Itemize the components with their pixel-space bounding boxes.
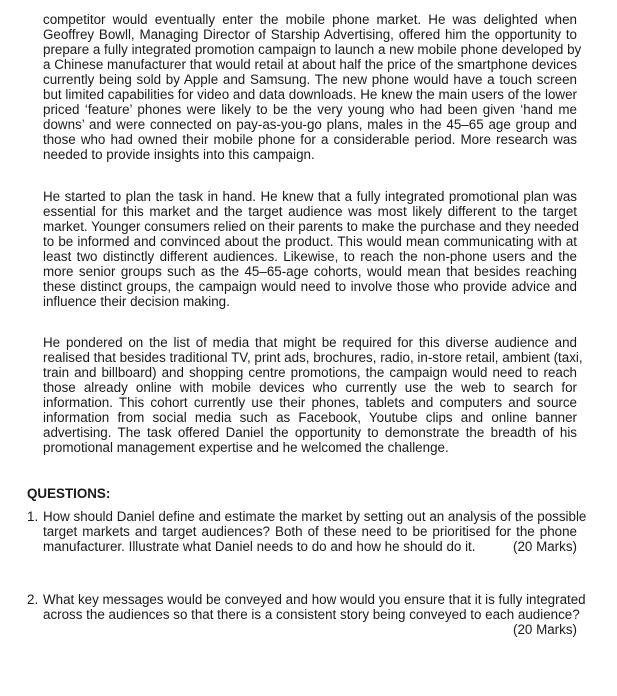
text-line: advertising. The task offered Daniel the opportunity to demonstrate the breadth of his [43, 425, 577, 440]
question-text: manufacturer. Illustrate what Daniel needs to do and how he should do it. [43, 539, 476, 554]
text-line: He started to plan the task in hand. He knew that a fully integrated promotional plan was [43, 189, 577, 204]
text-line: downs’ and were connected on pay-as-you-go plans, males in the 45–65 age group and [43, 117, 577, 132]
text-line: competitor would eventually enter the mobile phone market. He was delighted when [43, 12, 577, 27]
question-2 [27, 592, 586, 637]
text-line: currently being sold by Apple and Samsung. The new phone would have a touch screen [43, 72, 577, 87]
question-number: 1. [27, 509, 39, 524]
text-line [43, 539, 577, 554]
text-line: a Chinese manufacturer that would retail at about half the price of the smartphone devices [43, 57, 577, 72]
question-1 [27, 509, 587, 554]
text-line: needed to provide insights into this campaign. [43, 147, 315, 162]
case-paragraph-2 [43, 189, 577, 309]
text-line: information. This cohort currently use their phones, tablets and computers and source [43, 395, 577, 410]
text-line: market. Younger consumers relied on their parents to make the purchase and they needed [43, 219, 579, 234]
text-line: prepare a fully integrated promotion campaign to launch a new mobile phone developed by [43, 42, 582, 57]
text-line [43, 622, 577, 637]
text-line: to be informed and convinced about the product. This would mean communicating with at [43, 234, 577, 249]
text-line: across the audiences so that there is a consistent story being conveyed to each audience? [43, 607, 580, 622]
text-line: those who had owned their mobile phone for a considerable period. More research was [43, 132, 577, 147]
case-paragraph-1 [43, 12, 582, 162]
text-line: promotional management expertise and he welcomed the challenge. [43, 440, 449, 455]
text-line: What key messages would be conveyed and how would you ensure that it is fully integrated [43, 592, 586, 607]
marks-label: (20 Marks) [513, 539, 577, 554]
text-line: realised that besides traditional TV, print ads, brochures, radio, in-store retail, ambient (taxi, [43, 350, 583, 365]
text-line: target markets and target audiences? Both of these need to be prioritised for the phone [43, 524, 577, 539]
text-line: How should Daniel define and estimate the market by setting out an analysis of the possible [43, 509, 587, 524]
text-line: least two distinctly different audiences. Likewise, to reach the non-phone users and the [43, 249, 577, 264]
text-line: those already online with mobile devices who currently use the web to search for [43, 380, 577, 395]
text-line: information from social media such as Facebook, Youtube clips and online banner [43, 410, 577, 425]
text-line: priced ‘feature’ phones were likely to be the very young who had been given ‘hand me [43, 102, 577, 117]
text-line: but limited capabilities for video and data downloads. He knew the main users of the lower [43, 87, 577, 102]
text-line: train and billboard) and shopping centre promotions, the campaign would need to reach [43, 365, 577, 380]
text-line: He pondered on the list of media that might be required for this diverse audience and [43, 335, 577, 350]
questions-heading: QUESTIONS: [27, 486, 111, 501]
text-line: these distinct groups, the campaign would need to involve those who provide advice and [43, 279, 577, 294]
text-line: influence their decision making. [43, 294, 230, 309]
text-line: essential for this market and the target audience was most likely different to the target [43, 204, 577, 219]
case-paragraph-3 [43, 335, 583, 455]
text-line: more senior groups such as the 45–65-age cohorts, would mean that besides reaching [43, 264, 577, 279]
text-line: Geoffrey Bowll, Managing Director of Starship Advertising, offered him the opportunity to [43, 27, 577, 42]
question-number: 2. [27, 592, 39, 607]
marks-label: (20 Marks) [513, 622, 577, 637]
